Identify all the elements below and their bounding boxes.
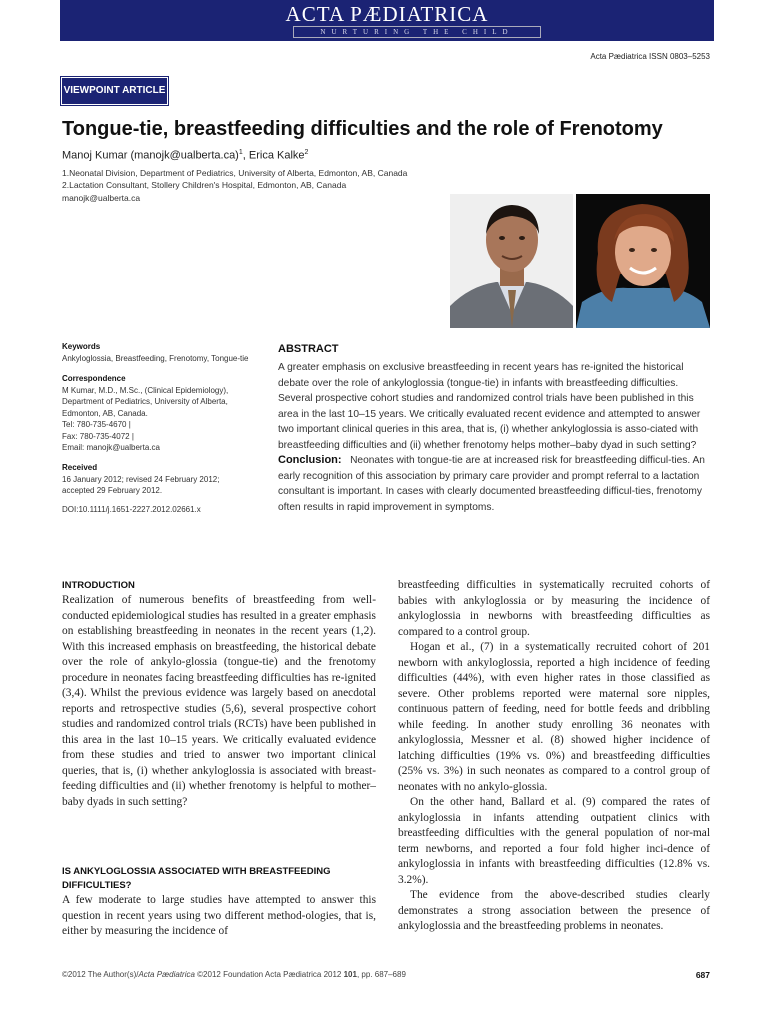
abstract-heading: ABSTRACT: [278, 343, 339, 355]
author-sup: 1: [238, 149, 243, 156]
paragraph: Hogan et al., (7) in a systematically recruited cohort of 201 newborn with ankyloglossia, reported a high incidence of feeding difficulties (44%), with even higher rates in those classified as severe. Other problems reported were maternal sore nipples, continuous pattern of feeding, need for bottle feeds and dribbling while feeding. In another study enrolling 36 neonates with ankyloglossia, Messner et al. (8) showed higher incidence of latching difficulties (19% vs. 0%) and breastfeeding difficulties (25% vs. 3%) in such neonates as compared to a control group of neonates with no ankylo-glossia.: [398, 641, 710, 793]
footer-text: , pp. 687–689: [356, 970, 406, 979]
section-heading-association: [62, 866, 330, 891]
author-photo-kumar: [450, 194, 573, 328]
correspondence-line: Department of Pediatrics, University of Alberta,: [62, 397, 228, 406]
journal-name: ACTA PÆDIATRICA: [285, 2, 489, 26]
paragraph: breastfeeding difficulties in systematically recruited cohorts of babies with ankyloglossia or by measuring the incidence of ankyloglossia in newborns with breastfeeding difficulties as compared to a control group.: [398, 579, 710, 638]
paragraph: On the other hand, Ballard et al. (9) compared the rates of ankyloglossia in infants attending outpatient clinics with breastfeeding difficulties with the general population of nor-mal term newborns, and reported a four fold higher inci-dence of ankyloglossia in infants with breastfeeding difficulties (12.8% vs. 3.2%).: [398, 796, 710, 886]
received-heading: Received: [62, 463, 98, 472]
correspondence-line: Edmonton, AB, Canada.: [62, 408, 148, 418]
received-line: 16 January 2012; revised 24 February 2012;: [62, 474, 220, 484]
portrait-illustration: [576, 194, 710, 328]
issn-line: Acta Pædiatrica ISSN 0803–5253: [590, 52, 710, 61]
body-column-left: [62, 593, 376, 810]
footer-volume: 101: [343, 970, 357, 979]
author-line: Manoj Kumar (manojk@ualberta.ca)$^1$, Erica Kalke$^2$: [62, 149, 309, 162]
received-line: accepted 29 February 2012.: [62, 486, 163, 495]
body-column-left-continued: [62, 893, 376, 940]
author-photo-kalke: [576, 194, 710, 328]
abstract-text: A greater emphasis on exclusive breastfeeding in recent years has re-ignited the historical debate over the role of ankyloglossia (tongue-tie) in infants with breastfeeding difficulties. Several prospective cohort studies and randomized control trials have been published in this area in the last 10–15 years. We critically evaluated recent evidence and attempted to answer two important clinical queries in this area, that is, (i) whether ankyloglossia is asso-ciated with breastfeeding difficulties and (ii) whether frenotomy helps mother–baby dyad in such setting?: [278, 362, 701, 451]
affiliation: 2.Lactation Consultant, Stollery Children's Hospital, Edmonton, AB, Canada: [62, 180, 347, 190]
footer-journal: Acta Pædiatrica: [138, 970, 195, 979]
body-column-right: [398, 578, 710, 935]
doi: DOI:10.1111/j.1651-2227.2012.02661.x: [62, 505, 201, 514]
keywords-text: Ankyloglossia, Breastfeeding, Frenotomy, Tongue-tie: [62, 353, 249, 363]
keywords-block: [62, 341, 262, 364]
conclusion-text: Neonates with tongue-tie are at increased risk for breastfeeding difficul-ties. An early recognition of this association by primary care provider and prompt referral to a lactation consultant is important. In cases with clearly documented breastfeeding difficul-ties, frenotomy often results in rapid improvement in symptoms.: [278, 455, 705, 513]
paragraph: The evidence from the above-described studies clearly demonstrates a strong association between the presence of ankyloglossia and the breastfeeding problems in neonates.: [398, 889, 710, 932]
author-name: Erica Kalke: [248, 149, 305, 162]
footer-text: ©2012 Foundation Acta Pædiatrica 2012: [194, 970, 344, 979]
footer-text: ©2012 The Author(s)/: [62, 970, 139, 979]
correspondence-line: Fax: 780-735-4072 |: [62, 431, 134, 441]
section-heading-line: DIFFICULTIES?: [62, 880, 132, 891]
journal-tagline: NURTURING THE CHILD: [293, 26, 541, 38]
page-number: 687: [695, 970, 710, 980]
author-sup: 2: [304, 149, 309, 156]
author-name: Manoj Kumar (manojk@ualberta.ca): [62, 149, 239, 162]
section-heading-line: IS ANKYLOGLOSSIA ASSOCIATED WITH BREASTFEEDING: [62, 866, 331, 877]
correspondence-line: Tel: 780-735-4670 |: [62, 420, 131, 429]
footer-copyright: [62, 970, 406, 979]
correspondence-line: Email: manojk@ualberta.ca: [62, 443, 160, 452]
section-heading-introduction: INTRODUCTION: [62, 580, 135, 591]
correspondence-block: [62, 373, 262, 454]
portrait-illustration: [450, 194, 573, 328]
paragraph: Realization of numerous benefits of breastfeeding from well-conducted epidemiological studies has resulted in a greater emphasis on establishing breastfeeding in neonates in the recent years (1,2). With this increased emphasis on breastfeeding, the historical debate over the role of ankylo-glossia (tongue-tie) and the frenotomy procedure in neonates facing breastfeeding difficulties has re-ignited (3,4). Whilst the previous evidence was largely based on anecdotal reports and retrospective studies (5,6), several prospective cohort studies and randomized control trials (RCTs) have been published in this area in the last 10–15 years. We critically evaluated evidence from these studies and tried to answer two important clinical queries, that is, (i) whether ankyloglossia is associated with breast-feeding difficulties and (ii) whether frenotomy is helpful to mother–baby dyads in such setting?: [62, 594, 376, 808]
affiliation-email: manojk@ualberta.ca: [62, 193, 141, 203]
correspondence-heading: Correspondence: [62, 374, 126, 383]
journal-masthead: [60, 0, 714, 41]
received-block: [62, 462, 262, 497]
correspondence-line: M Kumar, M.D., M.Sc., (Clinical Epidemiology),: [62, 385, 229, 395]
article-type-badge: VIEWPOINT ARTICLE: [62, 78, 167, 104]
abstract-body: [278, 360, 708, 515]
affiliation: 1.Neonatal Division, Department of Pediatrics, University of Alberta, Edmonton, AB, Canada: [62, 168, 408, 178]
conclusion-label: Conclusion:: [278, 454, 342, 466]
keywords-heading: Keywords: [62, 342, 101, 351]
paragraph: A few moderate to large studies have attempted to answer this question in recent years using two different method-ologies, that is, either by measuring the incidence of: [62, 894, 376, 937]
article-title: Tongue-tie, breastfeeding difficulties and the role of Frenotomy: [62, 118, 663, 140]
